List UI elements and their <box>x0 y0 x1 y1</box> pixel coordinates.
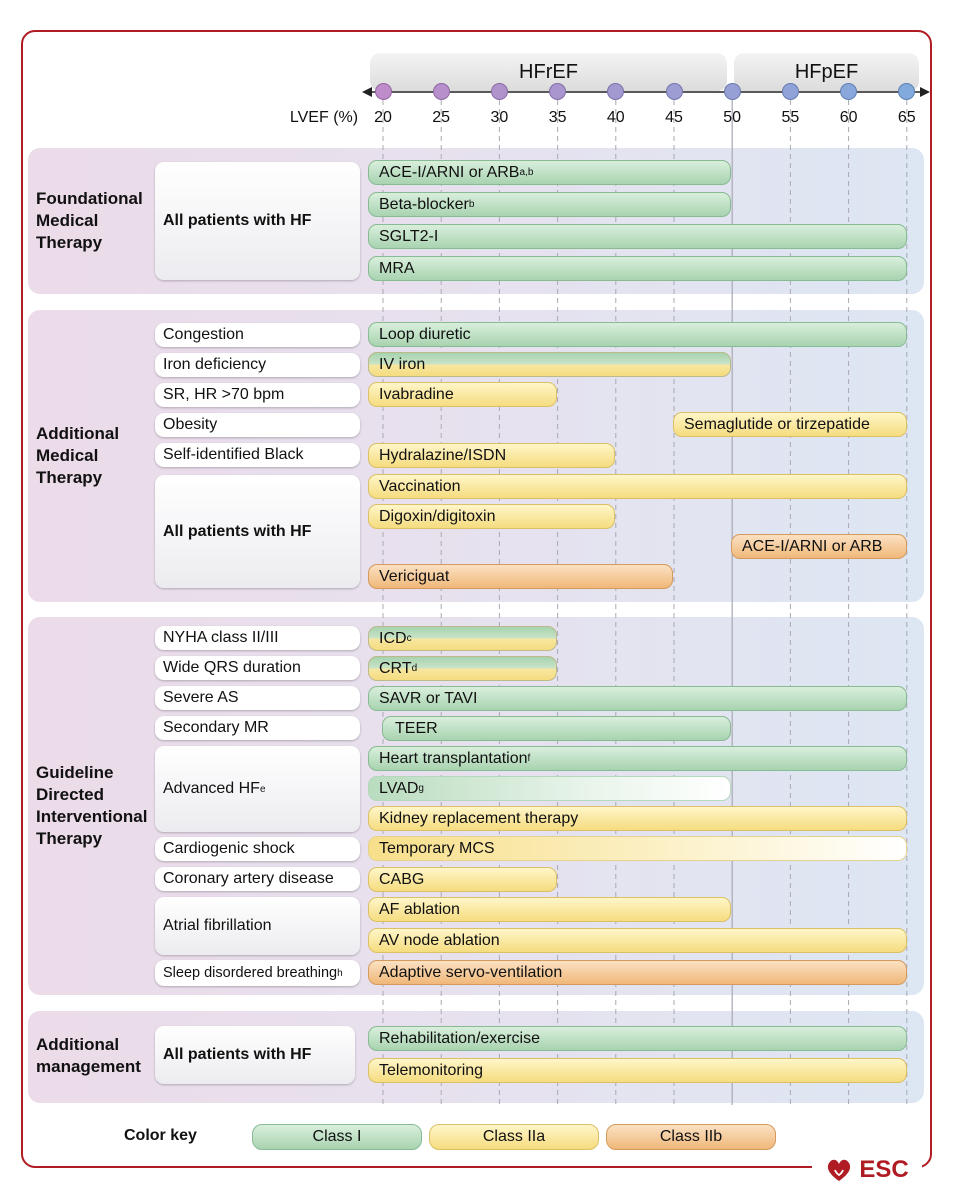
bar-temporary-mcs <box>368 836 907 861</box>
lvef-dot-35 <box>549 83 566 100</box>
row-label-management-all: All patients with HF <box>155 1026 355 1084</box>
class-i-text: Class I <box>312 1128 362 1145</box>
color-key-label: Color key <box>124 1127 197 1144</box>
bar-acei-arni-arb <box>368 160 731 185</box>
bar-cabg <box>368 867 557 892</box>
row-label-cad: Coronary artery disease <box>155 867 360 891</box>
row-label-sleep <box>155 960 360 986</box>
lvef-dot-25 <box>433 83 450 100</box>
bar-rehabilitation <box>368 1026 907 1051</box>
lvef-tick-20: 20 <box>374 109 392 126</box>
bar-ivabradine-text: Ivabradine <box>379 385 454 403</box>
bar-teer-text: TEER <box>395 719 438 737</box>
bar-crt-footnote: d <box>411 663 418 674</box>
bar-sglt2i-text: SGLT2-I <box>379 227 439 245</box>
bar-acei-text: ACE-I/ARNI or ARB <box>379 163 520 181</box>
section-title-interventional: Guideline Directed Interventional Therapy <box>36 763 148 848</box>
bar-beta-text: Beta-blocker <box>379 195 469 213</box>
bar-krt-text: Kidney replacement therapy <box>379 809 579 827</box>
bar-icd <box>368 626 557 651</box>
class-iia-text: Class IIa <box>482 1128 546 1145</box>
bar-asv-text: Adaptive servo-ventilation <box>379 963 563 981</box>
lvef-tick-30: 30 <box>490 109 509 126</box>
row-label-af: Atrial fibrillation <box>155 897 360 955</box>
bar-acei-hfpef <box>731 534 907 559</box>
bar-beta-blocker <box>368 192 731 217</box>
lvef-dot-60 <box>840 83 857 100</box>
lvef-tick-35: 35 <box>548 109 567 126</box>
bar-vaccination <box>368 474 907 499</box>
esc-logo-text: ESC <box>859 1156 909 1183</box>
bar-hydralazine <box>368 443 615 468</box>
bar-teer <box>382 716 731 741</box>
bar-av-node-ablation <box>368 928 907 953</box>
row-label-obesity: Obesity <box>155 413 360 437</box>
row-label-additional-all: All patients with HF <box>155 475 360 588</box>
bar-cabg-text: CABG <box>379 870 425 888</box>
bar-adaptive-servo <box>368 960 907 985</box>
bar-acei-hfpef-text: ACE-I/ARNI or ARB <box>742 537 883 555</box>
row-label-qrs: Wide QRS duration <box>155 656 360 680</box>
lvef-tick-65: 65 <box>897 109 916 126</box>
lvef-tick-55: 55 <box>781 109 800 126</box>
lvef-dot-30 <box>491 83 508 100</box>
color-key-class-i <box>252 1124 422 1150</box>
heart-icon <box>825 1156 853 1184</box>
row-label-nyha: NYHA class II/III <box>155 626 360 650</box>
advanced-hf-text: Advanced HF <box>163 780 260 797</box>
bar-vericiguat <box>368 564 673 589</box>
bar-afabl-text: AF ablation <box>379 900 460 918</box>
bar-beta-footnote: b <box>468 199 475 210</box>
bar-semaglutide <box>673 412 907 437</box>
bar-loop-diuretic <box>368 322 907 347</box>
bar-loop-text: Loop diuretic <box>379 325 471 343</box>
bar-savr-text: SAVR or TAVI <box>379 689 478 707</box>
bar-sglt2i <box>368 224 907 249</box>
row-label-severe-as: Severe AS <box>155 686 360 710</box>
row-label-black: Self-identified Black <box>155 443 360 467</box>
bar-mra <box>368 256 907 281</box>
lvef-tick-40: 40 <box>606 109 625 126</box>
bar-icd-text: ICD <box>379 629 407 647</box>
lvef-tick-60: 60 <box>839 109 858 126</box>
row-label-iron: Iron deficiency <box>155 353 360 377</box>
bar-af-ablation <box>368 897 731 922</box>
lvef-tick-50: 50 <box>723 109 742 126</box>
sleep-text: Sleep disordered breathing <box>163 965 338 981</box>
bar-vericiguat-text: Vericiguat <box>379 567 450 585</box>
bar-hydralazine-text: Hydralazine/ISDN <box>379 446 507 464</box>
section-title-additional-medical: Additional Medical Therapy <box>36 424 120 487</box>
bar-lvad-text: LVAD <box>379 779 419 797</box>
section-title-foundational: Foundational Medical Therapy <box>36 189 143 252</box>
row-label-sr-hr: SR, HR >70 bpm <box>155 383 360 407</box>
esc-logo <box>812 1150 922 1190</box>
row-label-congestion: Congestion <box>155 323 360 347</box>
bar-vaccination-text: Vaccination <box>379 477 461 495</box>
bar-digoxin-text: Digoxin/digitoxin <box>379 507 496 525</box>
bar-ivabradine <box>368 382 557 407</box>
color-key-class-iia <box>429 1124 599 1150</box>
bar-htx-footnote: f <box>527 753 531 764</box>
advanced-hf-footnote: e <box>259 783 266 795</box>
lvef-axis-label: LVEF (%) <box>289 109 359 126</box>
row-label-cardiogenic-shock: Cardiogenic shock <box>155 837 360 861</box>
color-key-class-iib <box>606 1124 776 1150</box>
bar-mcs-text: Temporary MCS <box>379 839 495 857</box>
bar-lvad <box>368 776 731 801</box>
bar-semaglutide-text: Semaglutide or tirzepatide <box>684 415 870 433</box>
bar-heart-transplant <box>368 746 907 771</box>
bar-crt-text: CRT <box>379 659 412 677</box>
bar-htx-text: Heart transplantation <box>379 749 528 767</box>
lvef-dot-55 <box>782 83 799 100</box>
bar-avnode-text: AV node ablation <box>379 931 500 949</box>
bar-icd-footnote: c <box>406 633 412 644</box>
lvef-dot-50 <box>724 83 741 100</box>
lvef-tick-25: 25 <box>432 109 451 126</box>
class-iib-text: Class IIb <box>659 1128 723 1145</box>
lvef-dot-20 <box>375 83 392 100</box>
bar-acei-footnote: a,b <box>519 167 534 178</box>
bar-lvad-footnote: g <box>418 783 424 794</box>
hfref-label: HFrEF <box>519 60 578 83</box>
bar-iv-iron-text: IV iron <box>379 355 426 373</box>
bar-savr-tavi <box>368 686 907 711</box>
bar-crt <box>368 656 557 681</box>
row-label-secondary-mr: Secondary MR <box>155 716 360 740</box>
bar-kidney-replacement <box>368 806 907 831</box>
sleep-footnote: h <box>337 967 343 979</box>
bar-telemonitoring <box>368 1058 907 1083</box>
bar-mra-text: MRA <box>379 259 415 277</box>
bar-digoxin <box>368 504 615 529</box>
bar-tele-text: Telemonitoring <box>379 1061 484 1079</box>
lvef-dot-45 <box>666 83 683 100</box>
row-label-foundational-all: All patients with HF <box>155 162 360 280</box>
lvef-tick-45: 45 <box>665 109 683 126</box>
row-label-advanced-hf <box>155 746 360 832</box>
section-title-additional-management: Additional management <box>36 1035 141 1076</box>
bar-iv-iron <box>368 352 731 377</box>
hfpef-label: HFpEF <box>794 60 859 83</box>
bar-rehab-text: Rehabilitation/exercise <box>379 1029 540 1047</box>
